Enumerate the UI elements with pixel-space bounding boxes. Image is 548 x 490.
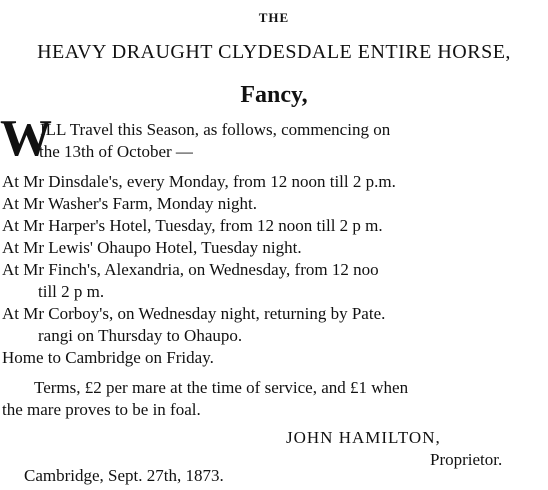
- dateline: Cambridge, Sept. 27th, 1873.: [24, 466, 224, 485]
- terms-line-2: the mare proves to be in foal.: [2, 400, 201, 419]
- schedule-line: At Mr Harper's Hotel, Tuesday, from 12 noon till 2 p m.: [2, 216, 383, 235]
- schedule-line: At Mr Corboy's, on Wednesday night, returning by Pate.: [2, 304, 386, 323]
- header-the: THE: [258, 10, 290, 25]
- schedule-line: At Mr Dinsdale's, every Monday, from 12 noon till 2 p.m.: [2, 172, 396, 191]
- drop-cap: W: [0, 110, 52, 167]
- headline: HEAVY DRAUGHT CLYDESDALE ENTIRE HORSE,: [37, 41, 511, 63]
- proprietor-title: Proprietor.: [430, 450, 503, 469]
- terms-line-1: Terms, £2 per mare at the time of service, and £1 when: [34, 378, 409, 397]
- horse-name: Fancy,: [240, 82, 308, 108]
- schedule-line: At Mr Finch's, Alexandria, on Wednesday, from 12 noo: [2, 260, 379, 279]
- intro-line-1: ILL Travel this Season, as follows, commencing on: [40, 120, 391, 139]
- proprietor-name: JOHN HAMILTON,: [286, 428, 441, 447]
- schedule-line: At Mr Washer's Farm, Monday night.: [2, 194, 257, 213]
- schedule-line: Home to Cambridge on Friday.: [2, 348, 214, 367]
- schedule-line: till 2 p m.: [38, 282, 105, 301]
- schedule-line: rangi on Thursday to Ohaupo.: [38, 326, 243, 345]
- intro-line-2: the 13th of October —: [39, 142, 193, 161]
- schedule-line: At Mr Lewis' Ohaupo Hotel, Tuesday night.: [2, 238, 302, 257]
